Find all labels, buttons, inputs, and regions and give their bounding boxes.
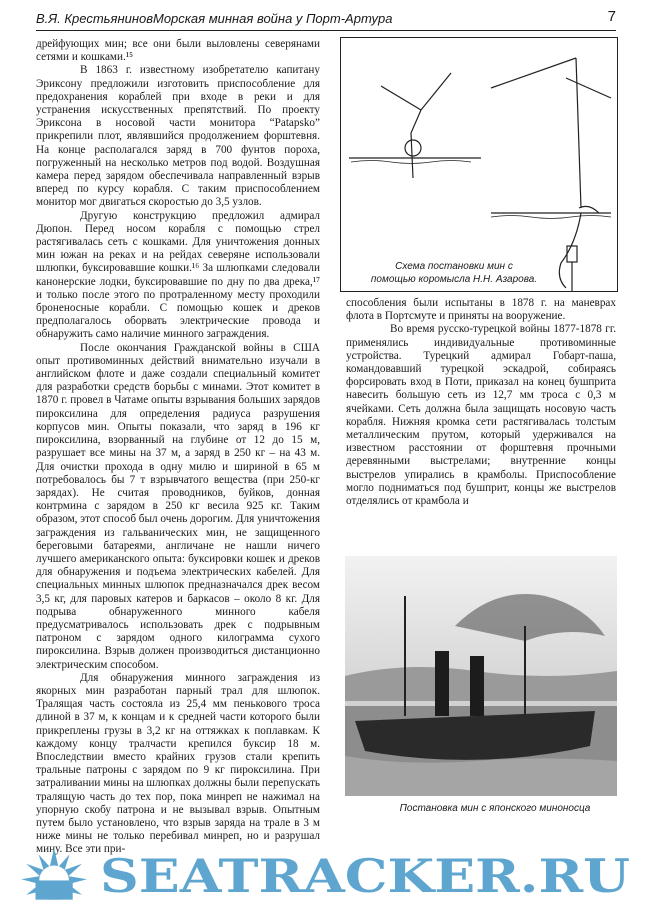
caption-line: помощью коромысла Н.Н. Азарова. — [370, 274, 538, 285]
paragraph: Для обнаружения минного заграждения из якорных мин разработан парный трал для шлюпок. Тралящая часть состояла из 25,4 мм пенькового троса длиной в 37 м, к концам и к средней части которого были прикреплены грузы в 3,2 кг на оттяжках к поплавкам. К каждому концу тралчасти крепился буксир 18 м. Впоследствии вместо крайних грузов стали крепить тральные патроны с зарядом по 9 кг пироксилина. При затраливании мины на шлюпках должны были перепускать тралящую часть до тех пор, пока минреп не нажимал на упорную скобу патрона и не вызывал взрыв. Опытным путем было установлено, что взрыв заряда на трале в 3 м ниже мины не только перебивал минреп, но и разрушал мину. Все эти при- — [36, 671, 320, 856]
paragraph: В 1863 г. известному изобретателю капитану Эриксону предложили изготовить приспособление для предохранения кораблей при входе в реки и для устранения искусственных препятствий. По проекту Эриксона в носовой части монитора “Patapsko” прикрепили плот, являвшийся продолжением форштевня. На конце располагался заряд в 700 фунтов пороха, погруженный на несколько метров под водой. Воздушная камера перед зарядом обеспечивала направленный взрыв вперед по курсу корабля. С таким приспособлением монитор мог двигаться скоростью до 3,5 узлов. — [36, 64, 320, 209]
watermark-text: SEATRACKER.RU — [100, 849, 630, 901]
sun-logo-icon — [21, 848, 87, 899]
figure-mine-laying-scheme — [340, 37, 618, 292]
left-column — [36, 38, 320, 857]
figure-caption: Постановка мин с японского миноносца — [399, 803, 591, 814]
page-number: 7 — [607, 8, 616, 25]
header-author: В.Я. Крестьянинов — [36, 11, 154, 26]
paragraph: дрейфующих мин; все они были выловлены северянами сетями и кошками.¹⁵ — [36, 38, 320, 64]
seatracker-watermark — [0, 842, 654, 901]
paragraph: способления были испытаны в 1878 г. на маневрах флота в Портсмуте и приняты на вооружение. — [346, 297, 616, 323]
running-header — [36, 8, 616, 31]
figure-caption — [369, 260, 539, 286]
torpedo-boat-photo — [345, 556, 617, 796]
azarov-beam-diagram — [341, 38, 617, 291]
paragraph: Во время русско-турецкой войны 1877-1878 гг. применялись индивидуальные противоминные устройства. Турецкий адмирал Гобарт-паша, командовавший турецкой эскадрой, собираясь форсировать вход в Поти, приказал на конец бушприта навесить большую сеть из 12,7 мм троса с 0,3 м ячейками. Сеть должна была защищать носовую часть корабля. Нижняя кромка сети растягивалась толстым металлическим прутом, который удерживался на известном расстоянии от форштевня прочными деревянными выстрелами; внутренние концы выстрелов упирались в крамболы. Приспособление могло подниматься под бушприт, концы же выстрелов отделялись от крамбола и — [346, 323, 616, 508]
paragraph: Другую конструкцию предложил адмирал Дюпон. Перед носом корабля с помощью стрел растягивалась сеть с кошками. Для уничтожения донных мин южан на реках и на рейдах северяне использовали шлюпки, буксировавшие кошки.¹⁶ За шлюпками следовали канонерские лодки, буксировавшие по дну по два дрека,¹⁷ и только после этого по протраленному месту проходили броненосные корабли. С помощью кошек и дреков предполагалось оборвать электрические провода и обнаружить само наличие минного заграждения. — [36, 209, 320, 341]
header-title: Морская минная война у Порт-Артура — [153, 11, 393, 26]
paragraph: После окончания Гражданской войны в США опыт противоминных действий внимательно изучали в английском флоте и даже создали специальный комитет для разработки средств борьбы с минами. Этот комитет в 1870 г. провел в Чатаме опыты взрывания больших зарядов пироксилина для определения радиуса разрушения корпусов мин. Опыты показали, что заряд в 196 кг пироксилина, взорванный на глубине от 12 до 15 м, разрушает все мины на 37 м, а заряд в 250 кг – на 43 м. Для очистки прохода в одну милю и шириной в 65 м потребовалось бы 7 т взрывчатого вещества (при 250-кг зарядах). Не считая проводников, буйков, донная контрмина с зарядом в 250 кг весила 925 кг. Таким образом, этот способ был очень дорогим. Для уничтожения заграждения из гальванических мин, не защищенного береговыми батареями, англичане не нашли ничего лучшего американского опыта: буксировки кошек и дреков для обнаружения и подъема электрических кабелей. Для специальных минных шлюпок предназначался дрек весом 3,5 кг, для паровых катеров и баркасов – около 8 кг. Для подрыва обнаруженного минного кабеля предусматривалось использовать дрек с подрывным патроном с зарядом одного килограмма сухого пироксилина. Взрыв должен производиться дистанционно электрическим способом. — [36, 341, 320, 671]
caption-line: Схема постановки мин с — [395, 261, 513, 272]
right-column — [346, 297, 616, 508]
